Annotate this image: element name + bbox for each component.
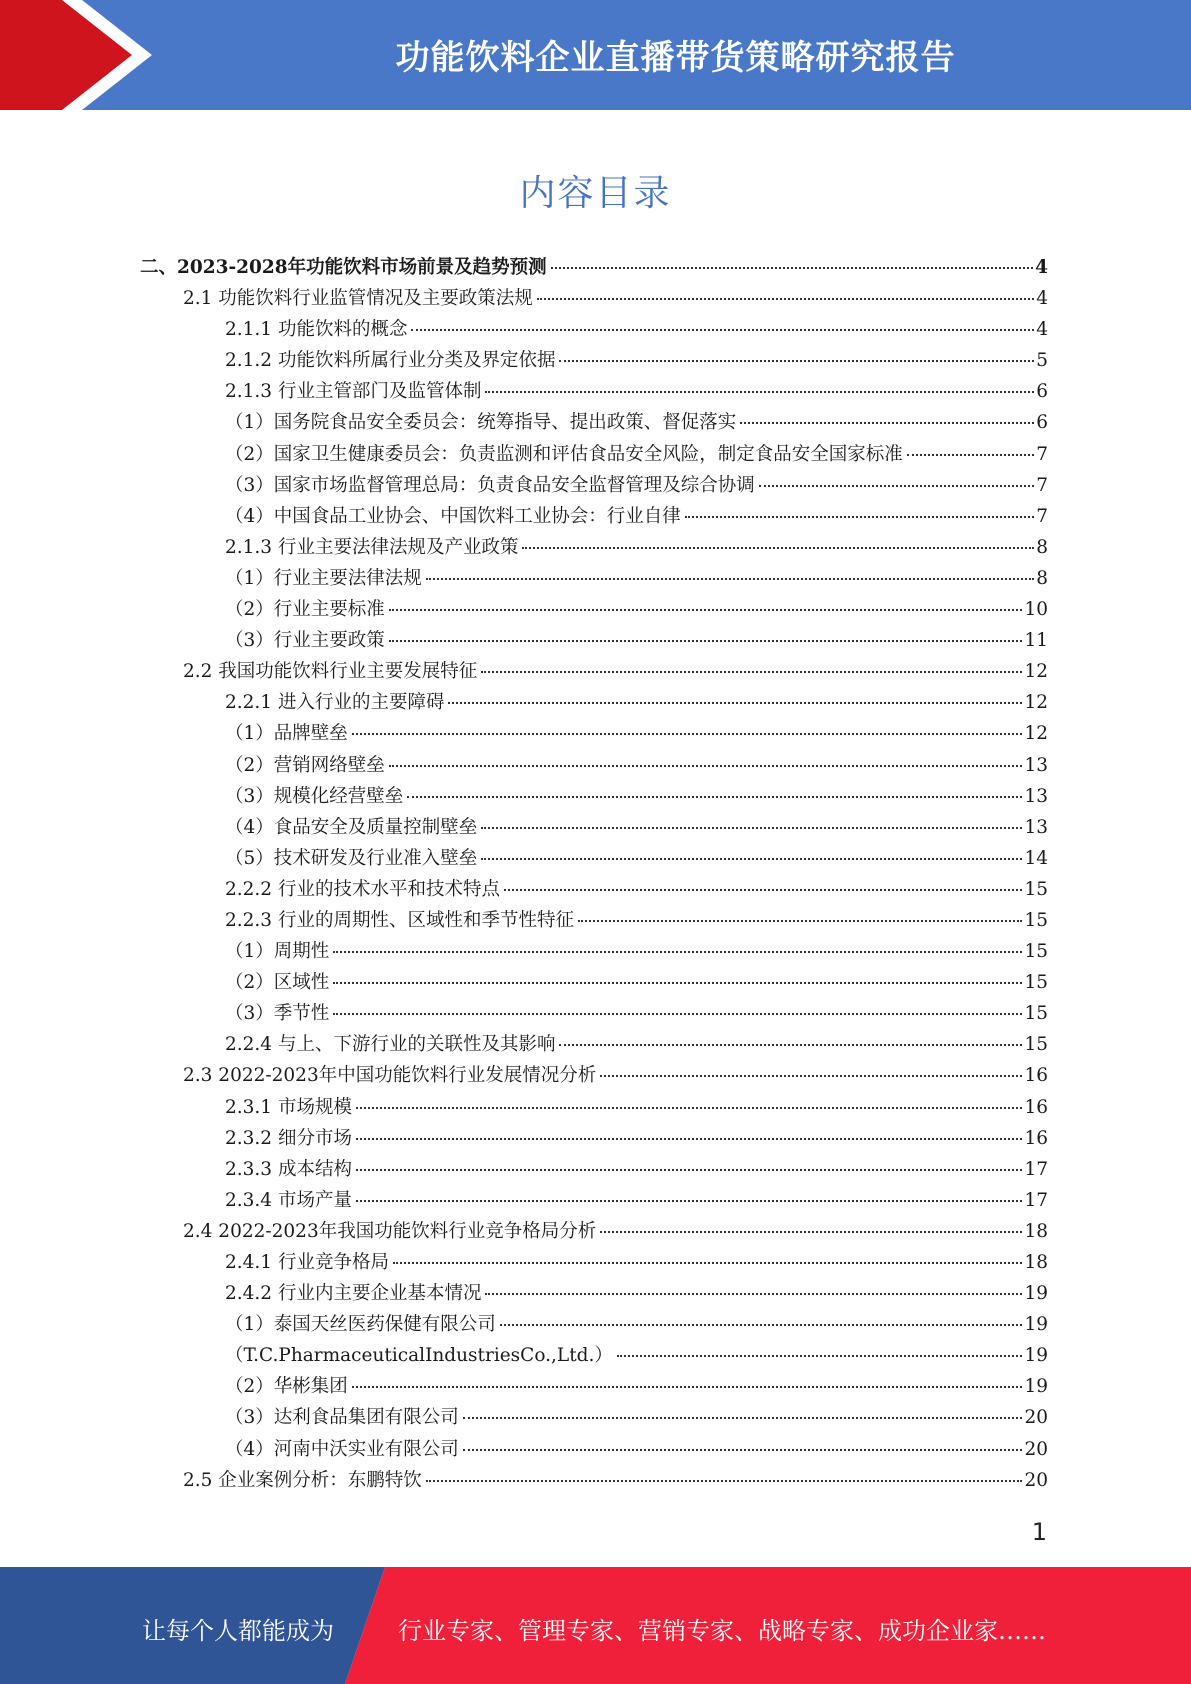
toc-entry-label: （3）国家市场监督管理总局：负责食品安全监督管理及综合协调 xyxy=(225,474,755,496)
toc-entry-label: 2.1.3 行业主管部门及监管体制 xyxy=(225,381,482,403)
toc-leader-dots xyxy=(740,422,1034,424)
toc-leader-dots xyxy=(389,765,1023,767)
toc-leader-dots xyxy=(356,1107,1023,1109)
toc-leader-dots xyxy=(356,1200,1023,1202)
toc-entry-page: 18 xyxy=(1024,1220,1048,1242)
toc-entry-label: （1）行业主要法律法规 xyxy=(225,567,422,589)
footer-slogan-left: 让每个人都能成为 xyxy=(142,1617,334,1645)
toc-entry-page: 7 xyxy=(1036,443,1048,465)
toc-entry[interactable] xyxy=(140,688,1048,719)
toc-entry-label: 2.4.1 行业竞争格局 xyxy=(225,1252,389,1273)
toc-entry-label: 2.2.1 进入行业的主要障碍 xyxy=(225,692,445,714)
toc-entry-page: 19 xyxy=(1024,1345,1048,1367)
toc-entry[interactable] xyxy=(140,968,1048,999)
toc-entry-label: （2）营销网络壁垒 xyxy=(225,754,385,776)
toc-leader-dots xyxy=(522,547,1034,549)
toc-entry-page: 19 xyxy=(1024,1376,1048,1398)
toc-entry-page: 15 xyxy=(1024,878,1048,900)
toc-entry-page: 4 xyxy=(1036,319,1048,341)
toc-entry-label: （1）品牌壁垒 xyxy=(225,723,348,745)
toc-entry-label: 2.1.3 行业主要法律法规及产业政策 xyxy=(225,536,519,558)
toc-entry-page: 16 xyxy=(1024,1096,1048,1118)
toc-entry-label: 2.5 企业案例分析：东鹏特饮 xyxy=(183,1469,422,1491)
toc-entry-label: 2.3.4 市场产量 xyxy=(225,1189,352,1211)
toc-entry-label: 2.4.2 行业内主要企业基本情况 xyxy=(225,1283,482,1305)
toc-entry-label: （2）华彬集团 xyxy=(225,1376,348,1398)
toc-entry-page: 15 xyxy=(1024,1003,1048,1025)
toc-leader-dots xyxy=(578,920,1022,922)
toc-leader-dots xyxy=(617,1355,1023,1357)
toc-entry-label: （2）行业主要标准 xyxy=(225,599,385,621)
toc-leader-dots xyxy=(426,1480,1023,1482)
toc-leader-dots xyxy=(426,578,1034,580)
toc-entry-page: 12 xyxy=(1024,661,1048,683)
toc-leader-dots xyxy=(759,485,1034,487)
toc-leader-dots xyxy=(600,1075,1022,1077)
toc-entry-page: 5 xyxy=(1036,350,1048,372)
toc-entry-page: 13 xyxy=(1024,785,1048,807)
toc-entry[interactable] xyxy=(140,440,1048,471)
toc-entry[interactable] xyxy=(140,471,1048,502)
toc-leader-dots xyxy=(481,671,1022,673)
toc-entry[interactable] xyxy=(140,1061,1048,1092)
report-title: 功能饮料企业直播带货策略研究报告 xyxy=(395,38,956,78)
toc-entry-page: 15 xyxy=(1024,972,1048,994)
toc-leader-dots xyxy=(393,1262,1022,1264)
toc-entry-page: 4 xyxy=(1036,288,1048,310)
toc-entry[interactable] xyxy=(140,1341,1048,1372)
toc-entry-label: （1）周期性 xyxy=(225,941,330,963)
toc-entry-label: （4）食品安全及质量控制壁垒 xyxy=(225,816,478,838)
toc-entry[interactable] xyxy=(140,1279,1048,1310)
toc-entry[interactable] xyxy=(140,782,1048,813)
toc-entry[interactable] xyxy=(140,1310,1048,1341)
toc-entry[interactable] xyxy=(140,719,1048,750)
toc-entry-page: 15 xyxy=(1024,1034,1048,1056)
toc-leader-dots xyxy=(352,1386,1023,1388)
toc-entry-page: 18 xyxy=(1024,1252,1048,1273)
toc-entry[interactable] xyxy=(140,937,1048,968)
toc-leader-dots xyxy=(481,858,1022,860)
toc-leader-dots xyxy=(352,733,1023,735)
toc-leader-dots xyxy=(551,267,1033,269)
toc-entry-page: 15 xyxy=(1024,909,1048,931)
page-header xyxy=(0,0,1191,110)
toc-leader-dots xyxy=(356,1169,1023,1171)
toc-entry-page: 6 xyxy=(1036,412,1048,434)
toc-entry[interactable] xyxy=(140,1372,1048,1403)
toc-entry-page: 12 xyxy=(1024,692,1048,714)
toc-entry[interactable] xyxy=(140,1217,1048,1248)
toc-heading: 内容目录 xyxy=(519,173,672,214)
toc-entry-label: 2.3 2022-2023年中国功能饮料行业发展情况分析 xyxy=(183,1065,597,1087)
toc-entry-page: 8 xyxy=(1036,567,1048,589)
toc-leader-dots xyxy=(411,329,1034,331)
toc-entry-label: （T.C.PharmaceuticalIndustriesCo.,Ltd.） xyxy=(225,1345,613,1367)
toc-entry-label: （2）国家卫生健康委员会：负责监测和评估食品安全风险，制定食品安全国家标准 xyxy=(225,443,903,465)
toc-leader-dots xyxy=(537,298,1034,300)
toc-entry[interactable] xyxy=(140,844,1048,875)
toc-entry[interactable] xyxy=(140,346,1048,377)
toc-leader-dots xyxy=(600,1231,1022,1233)
toc-entry-label: （4）河南中沃实业有限公司 xyxy=(225,1438,459,1460)
toc-leader-dots xyxy=(485,1293,1022,1295)
toc-entry-page: 8 xyxy=(1036,536,1048,558)
toc-entry-page: 7 xyxy=(1036,474,1048,496)
toc-entry-label: （3）季节性 xyxy=(225,1003,330,1025)
toc-leader-dots xyxy=(448,702,1022,704)
toc-leader-dots xyxy=(485,391,1034,393)
toc-entry[interactable] xyxy=(140,284,1048,315)
toc-entry[interactable] xyxy=(140,408,1048,439)
toc-entry[interactable] xyxy=(140,813,1048,844)
toc-entry-page: 11 xyxy=(1024,630,1048,652)
toc-entry[interactable] xyxy=(140,1403,1048,1434)
toc-leader-dots xyxy=(500,1324,1023,1326)
toc-entry[interactable] xyxy=(140,377,1048,408)
table-of-contents xyxy=(140,253,1048,1497)
toc-entry-label: 2.2.2 行业的技术水平和技术特点 xyxy=(225,878,500,900)
toc-leader-dots xyxy=(407,796,1022,798)
toc-entry-label: 2.3.1 市场规模 xyxy=(225,1096,352,1118)
toc-leader-dots xyxy=(333,982,1022,984)
toc-entry[interactable] xyxy=(140,253,1048,284)
toc-entry[interactable] xyxy=(140,906,1048,937)
toc-entry-page: 7 xyxy=(1036,505,1048,527)
toc-entry-page: 10 xyxy=(1024,599,1048,621)
toc-leader-dots xyxy=(333,1013,1022,1015)
toc-entry-label: 2.1 功能饮料行业监管情况及主要政策法规 xyxy=(183,288,533,310)
toc-entry-page: 14 xyxy=(1024,847,1048,869)
toc-entry[interactable] xyxy=(140,564,1048,595)
toc-entry-page: 13 xyxy=(1024,816,1048,838)
toc-entry-label: （3）规模化经营壁垒 xyxy=(225,785,404,807)
toc-entry[interactable] xyxy=(140,1093,1048,1124)
toc-entry-page: 13 xyxy=(1024,754,1048,776)
toc-entry-label: 2.2 我国功能饮料行业主要发展特征 xyxy=(183,661,478,683)
toc-entry[interactable] xyxy=(140,626,1048,657)
toc-entry-label: 2.2.3 行业的周期性、区域性和季节性特征 xyxy=(225,909,574,931)
toc-entry-label: 2.3.3 成本结构 xyxy=(225,1158,352,1180)
toc-entry[interactable] xyxy=(140,1466,1048,1497)
toc-leader-dots xyxy=(559,360,1034,362)
toc-leader-dots xyxy=(481,827,1022,829)
toc-entry-page: 20 xyxy=(1024,1407,1048,1429)
toc-entry-label: 二、2023-2028年功能饮料市场前景及趋势预测 xyxy=(140,257,547,278)
toc-leader-dots xyxy=(907,454,1034,456)
toc-leader-dots xyxy=(685,516,1034,518)
toc-entry-label: （1）国务院食品安全委员会：统筹指导、提出政策、督促落实 xyxy=(225,412,737,434)
toc-entry-page: 16 xyxy=(1024,1127,1048,1149)
toc-entry-page: 15 xyxy=(1024,941,1048,963)
toc-leader-dots xyxy=(463,1449,1023,1451)
toc-entry[interactable] xyxy=(140,502,1048,533)
toc-entry[interactable] xyxy=(140,1186,1048,1217)
toc-entry-label: 2.3.2 细分市场 xyxy=(225,1127,352,1149)
toc-entry-label: （3）行业主要政策 xyxy=(225,630,385,652)
toc-entry-page: 20 xyxy=(1024,1438,1048,1460)
toc-leader-dots xyxy=(333,951,1022,953)
toc-entry[interactable] xyxy=(140,1030,1048,1061)
toc-entry-label: （3）达利食品集团有限公司 xyxy=(225,1407,459,1429)
toc-entry-page: 20 xyxy=(1024,1469,1048,1491)
toc-entry-label: （2）区域性 xyxy=(225,972,330,994)
toc-leader-dots xyxy=(356,1138,1023,1140)
toc-entry[interactable] xyxy=(140,1155,1048,1186)
toc-entry[interactable] xyxy=(140,1248,1048,1279)
toc-entry[interactable] xyxy=(140,751,1048,782)
toc-entry-page: 17 xyxy=(1024,1189,1048,1211)
toc-leader-dots xyxy=(389,640,1023,642)
toc-entry-page: 4 xyxy=(1035,257,1048,278)
toc-entry[interactable] xyxy=(140,595,1048,626)
toc-entry[interactable] xyxy=(140,1435,1048,1466)
page-number: 1 xyxy=(1031,1518,1047,1546)
toc-entry-page: 6 xyxy=(1036,381,1048,403)
toc-entry[interactable] xyxy=(140,999,1048,1030)
toc-entry-label: （5）技术研发及行业准入壁垒 xyxy=(225,847,478,869)
toc-entry[interactable] xyxy=(140,533,1048,564)
toc-entry[interactable] xyxy=(140,1124,1048,1155)
toc-entry-label: （4）中国食品工业协会、中国饮料工业协会：行业自律 xyxy=(225,505,681,527)
toc-entry-page: 12 xyxy=(1024,723,1048,745)
toc-entry-page: 16 xyxy=(1024,1065,1048,1087)
toc-entry-page: 17 xyxy=(1024,1158,1048,1180)
toc-entry-page: 19 xyxy=(1024,1314,1048,1336)
toc-entry-label: （1）泰国天丝医药保健有限公司 xyxy=(225,1314,496,1336)
toc-entry[interactable] xyxy=(140,657,1048,688)
toc-entry-label: 2.2.4 与上、下游行业的关联性及其影响 xyxy=(225,1034,556,1056)
toc-entry-label: 2.1.2 功能饮料所属行业分类及界定依据 xyxy=(225,350,556,372)
toc-leader-dots xyxy=(504,889,1022,891)
toc-entry-label: 2.4 2022-2023年我国功能饮料行业竞争格局分析 xyxy=(183,1220,597,1242)
toc-entry[interactable] xyxy=(140,315,1048,346)
toc-entry[interactable] xyxy=(140,875,1048,906)
toc-leader-dots xyxy=(559,1044,1022,1046)
footer-slogan-right: 行业专家、管理专家、营销专家、战略专家、成功企业家…… xyxy=(398,1617,1046,1645)
toc-leader-dots xyxy=(389,609,1023,611)
toc-entry-label: 2.1.1 功能饮料的概念 xyxy=(225,319,408,341)
page-footer xyxy=(0,1567,1191,1684)
toc-entry-page: 19 xyxy=(1024,1283,1048,1305)
toc-leader-dots xyxy=(463,1417,1023,1419)
